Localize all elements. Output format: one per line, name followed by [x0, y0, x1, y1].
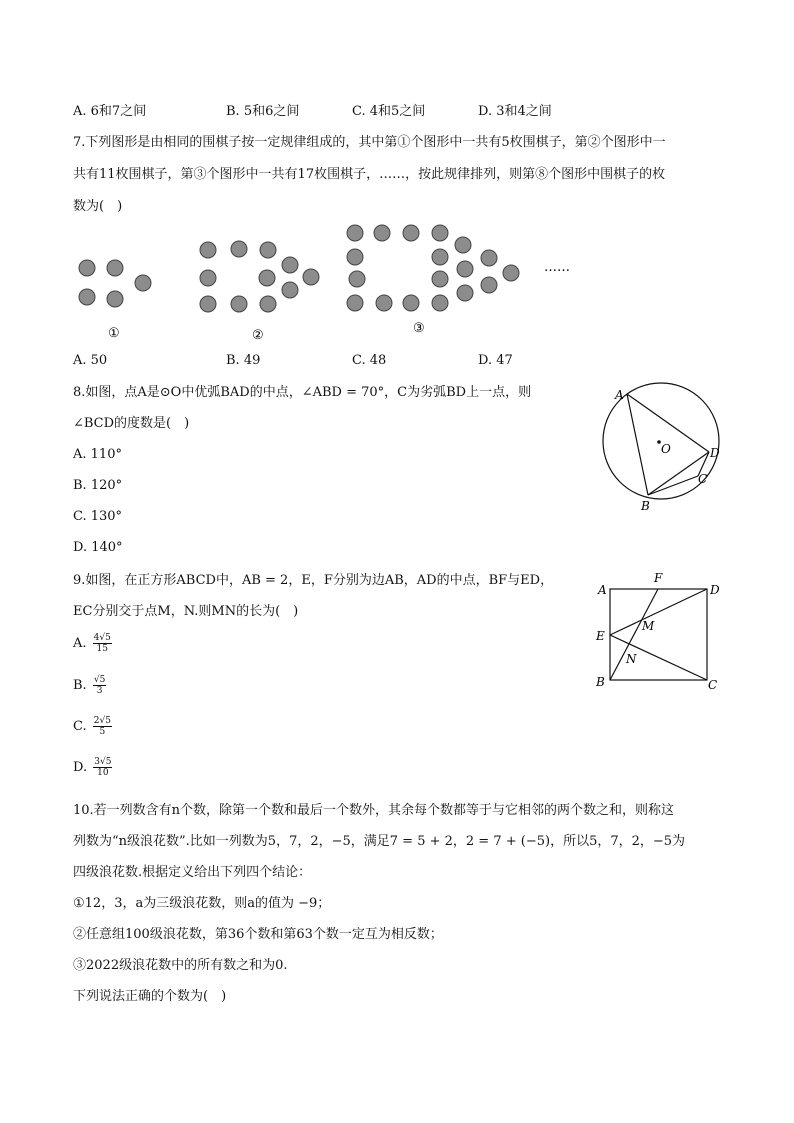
q9-option-d[interactable]	[73, 757, 112, 778]
q9-label-b: B	[596, 675, 605, 689]
q6-option-a[interactable]: A. 6和7之间	[73, 104, 147, 119]
stone	[481, 250, 497, 266]
q9-label-e: E	[596, 629, 605, 643]
stone	[259, 270, 275, 286]
stone	[349, 271, 365, 287]
stone	[347, 249, 363, 265]
q8-circle-figure	[595, 380, 735, 515]
stone	[231, 296, 247, 312]
q9-option-c-fraction	[93, 716, 112, 737]
stone	[79, 260, 95, 276]
stone	[260, 296, 276, 312]
q9-option-d-letter: D.	[73, 760, 88, 775]
q8-option-d[interactable]: D. 140°	[73, 540, 123, 555]
q7-stem-line3: 数为( )	[73, 199, 123, 214]
stone	[260, 242, 276, 258]
q8-option-b[interactable]: B. 120°	[73, 478, 123, 493]
q9-square-figure	[590, 568, 730, 694]
segment-bc	[648, 476, 698, 495]
square-abcd	[610, 589, 707, 680]
q7-figure-label-1: ①	[108, 326, 120, 341]
stone	[107, 291, 123, 307]
q9-label-d: D	[710, 583, 720, 597]
q7-option-b[interactable]: B. 49	[226, 353, 261, 368]
q6-option-c[interactable]: C. 4和5之间	[352, 104, 426, 119]
q9-stem-line2: EC分别交于点M，N.则MN的长为( )	[73, 604, 299, 619]
q9-option-b-letter: B.	[73, 678, 87, 693]
stone	[282, 257, 298, 273]
q9-label-f: F	[654, 571, 663, 585]
q9-label-m: M	[642, 619, 655, 633]
q9-option-d-fraction	[93, 757, 112, 778]
q7-figure-label-3: ③	[413, 321, 425, 336]
q10-statement-2: ②任意组100级浪花数，第36个数和第63个数一定互为相反数；	[73, 927, 443, 942]
stone	[200, 296, 216, 312]
q6-option-b[interactable]: B. 5和6之间	[226, 104, 300, 119]
segment-ed	[610, 589, 707, 635]
q9-option-a[interactable]	[73, 633, 112, 654]
q8-label-a: A	[615, 388, 624, 402]
q8-option-c[interactable]: C. 130°	[73, 509, 123, 524]
denominator: 15	[96, 644, 108, 654]
segment-ab	[627, 394, 648, 495]
stone	[303, 269, 319, 285]
q10-stem-line2: 列数为“n级浪花数”.比如一列数为5，7，2，−5，满足7 = 5 + 2，2 = 7 + (−5)，所以5，7，2，−5为	[73, 834, 686, 849]
q10-question: 下列说法正确的个数为( )	[73, 989, 227, 1004]
q9-label-c: C	[708, 678, 718, 692]
segment-bf	[610, 589, 658, 680]
q8-label-d: D	[710, 446, 720, 460]
q7-figure-label-2: ②	[252, 328, 264, 343]
q6-option-d[interactable]: D. 3和4之间	[478, 104, 552, 119]
stone	[107, 260, 123, 276]
stone	[432, 249, 448, 265]
stone	[231, 241, 247, 257]
stone	[432, 295, 448, 311]
q10-stem-line1: 10.若一列数含有n个数，除第一个数和最后一个数外，其余每个数都等于与它相邻的两个数之和，则称这	[73, 803, 675, 818]
denominator: 10	[97, 768, 109, 778]
q9-label-a: A	[598, 583, 607, 597]
q9-label-n: N	[626, 652, 637, 666]
q7-option-c[interactable]: C. 48	[352, 353, 387, 368]
stone	[403, 295, 419, 311]
stone	[481, 277, 497, 293]
q9-stem-line1: 9.如图，在正方形ABCD中，AB = 2，E，F分别为边AB，AD的中点，BF与ED，	[73, 573, 554, 588]
stone	[457, 261, 473, 277]
stone	[432, 225, 448, 241]
q8-label-b: B	[641, 499, 650, 513]
q7-stem-line2: 共有11枚围棋子，第③个图形中一共有17枚围棋子，……，按此规律排列，则第⑧个图形中围棋子的枚	[73, 167, 666, 182]
q8-label-o: O	[661, 442, 671, 456]
q9-option-a-letter: A.	[73, 636, 87, 651]
stone	[79, 289, 95, 305]
stone	[200, 242, 216, 258]
stone	[347, 225, 363, 241]
numerator: 3√5	[94, 757, 112, 767]
q7-option-a[interactable]: A. 50	[73, 353, 108, 368]
stone	[503, 265, 519, 281]
stone	[347, 295, 363, 311]
q8-stem-line1: 8.如图，点A是⊙O中优弧BAD的中点，∠ABD = 70°，C为劣弧BD上一点，则	[73, 385, 532, 400]
stone	[282, 282, 298, 298]
q9-option-c[interactable]	[73, 716, 112, 737]
q8-option-a[interactable]: A. 110°	[73, 447, 122, 462]
q10-statement-3: ③2022级浪花数中的所有数之和为0.	[73, 958, 288, 973]
q7-go-stones-figure	[60, 215, 600, 345]
stone	[432, 271, 448, 287]
stone	[374, 225, 390, 241]
q7-stem-line1: 7.下列图形是由相同的围棋子按一定规律组成的，其中第①个图形中一共有5枚围棋子，第②个图形中一	[73, 135, 666, 150]
q8-label-c: C	[698, 472, 708, 486]
numerator: 4√5	[93, 633, 111, 643]
stone	[376, 295, 392, 311]
numerator: 2√5	[93, 716, 111, 726]
q7-option-d[interactable]: D. 47	[478, 353, 513, 368]
stone	[455, 237, 471, 253]
q9-option-a-fraction	[93, 633, 112, 654]
q7-ellipsis: ……	[544, 260, 570, 275]
stone	[135, 275, 151, 291]
q9-option-b-fraction	[93, 675, 106, 696]
numerator: √5	[93, 675, 106, 685]
stone	[457, 285, 473, 301]
denominator: 5	[99, 727, 106, 737]
q8-stem-line2: ∠BCD的度数是( )	[73, 416, 190, 431]
denominator: 3	[96, 686, 103, 696]
segment-ec	[610, 635, 707, 680]
stone	[403, 225, 419, 241]
stone	[200, 270, 216, 286]
q9-option-b[interactable]	[73, 675, 106, 696]
q10-statement-1: ①12，3，a为三级浪花数，则a的值为 −9；	[73, 896, 331, 911]
q9-option-c-letter: C.	[73, 719, 87, 734]
q10-stem-line3: 四级浪花数.根据定义给出下列四个结论：	[73, 865, 312, 880]
